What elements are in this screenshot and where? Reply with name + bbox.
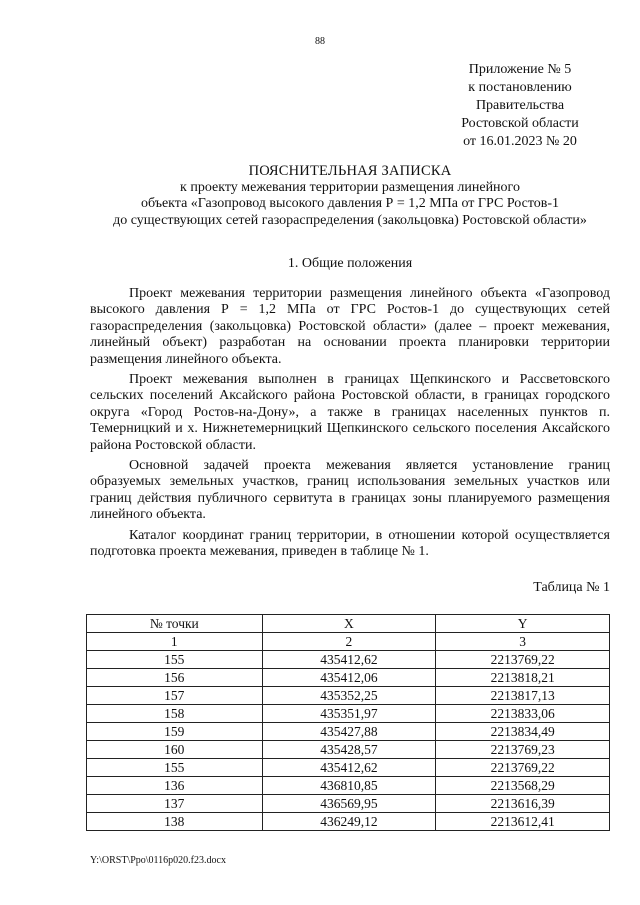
header-y: Y (436, 615, 610, 633)
cell-y: 2213612,41 (436, 813, 610, 831)
cell-x: 436569,95 (262, 795, 436, 813)
column-number: 1 (87, 633, 263, 651)
header-x: X (262, 615, 436, 633)
paragraph: Проект межевания территории размещения линейного объекта «Газопровод высокого давления Р = 1,2 МПа от ГРС Ростов-1 до существующих сетей газораспределения (закольцовка) Ростовской области» (далее – проект межевания, линейный объект) разработан на основании проекта планировки территории размещения линейного объекта. (90, 286, 610, 367)
appendix-line-4: Ростовской области (461, 116, 579, 131)
cell-x: 435412,62 (262, 759, 436, 777)
cell-point: 137 (87, 795, 263, 813)
table-row (87, 669, 610, 687)
cell-x: 436810,85 (262, 777, 436, 795)
title-line-1: к проекту межевания территории размещения линейного (180, 179, 520, 195)
cell-y: 2213568,29 (436, 777, 610, 795)
appendix-line-1: Приложение № 5 (468, 62, 572, 77)
cell-point: 155 (87, 651, 263, 669)
cell-point: 159 (87, 723, 263, 741)
cell-y: 2213833,06 (436, 705, 610, 723)
title-line-2: объекта «Газопровод высокого давления Р = 1,2 МПа от ГРС Ростов-1 (140, 196, 560, 211)
title-line-3: до существующих сетей газораспределения (закольцовка) Ростовской области» (113, 212, 587, 228)
cell-point: 138 (87, 813, 263, 831)
cell-x: 435412,06 (262, 669, 436, 687)
table-row (87, 795, 610, 813)
cell-y: 2213817,13 (436, 687, 610, 705)
cell-point: 158 (87, 705, 263, 723)
section-title: 1. Общие положения (287, 256, 413, 271)
table-row (87, 813, 610, 831)
table-row (87, 777, 610, 795)
cell-y: 2213616,39 (436, 795, 610, 813)
cell-y: 2213769,22 (436, 759, 610, 777)
paragraph: Основной задачей проекта межевания является установление границ образуемых земельных участков, границ использования земельных участков или границ действия публичного сервитута в границах зоны планируемого размещения линейного объекта. (90, 458, 610, 523)
cell-point: 157 (87, 687, 263, 705)
cell-point: 155 (87, 759, 263, 777)
cell-y: 2213834,49 (436, 723, 610, 741)
title-heading: ПОЯСНИТЕЛЬНАЯ ЗАПИСКА (248, 163, 452, 179)
table-row (87, 687, 610, 705)
cell-x: 435412,62 (262, 651, 436, 669)
cell-y: 2213769,22 (436, 651, 610, 669)
cell-point: 156 (87, 669, 263, 687)
cell-x: 435427,88 (262, 723, 436, 741)
paragraph: Каталог координат границ территории, в отношении которой осуществляется подготовка проекта межевания, приведен в таблице № 1. (90, 527, 610, 560)
paragraph: Проект межевания выполнен в границах Щепкинского и Рассветовского сельских поселений Аксайского района Ростовской области, в границах городского округа «Город Ростов-на-Дону», а также в границах населенных пунктов п. Темерницкий и х. Нижнетемерницкий Щепкинского сельского поселения Аксайского района Ростовской области. (90, 372, 610, 453)
cell-y: 2213818,21 (436, 669, 610, 687)
table-row (87, 741, 610, 759)
table-row (87, 651, 610, 669)
cell-x: 436249,12 (262, 813, 436, 831)
document-title (40, 163, 640, 229)
appendix-line-3: Правительства (475, 98, 565, 113)
table-row (87, 759, 610, 777)
cell-x: 435428,57 (262, 741, 436, 759)
cell-x: 435352,25 (262, 687, 436, 705)
page-number: 88 (315, 36, 325, 47)
table-caption: Таблица № 1 (533, 580, 610, 595)
table-row (87, 705, 610, 723)
appendix-block (440, 61, 600, 151)
column-number-row (87, 633, 610, 651)
cell-point: 136 (87, 777, 263, 795)
coordinates-table (86, 614, 610, 831)
column-number: 3 (436, 633, 610, 651)
appendix-line-2: к постановлению (468, 80, 572, 95)
cell-x: 435351,97 (262, 705, 436, 723)
appendix-line-5: от 16.01.2023 № 20 (463, 134, 577, 149)
cell-y: 2213769,23 (436, 741, 610, 759)
header-point-number: № точки (87, 615, 263, 633)
table-header-row (87, 615, 610, 633)
table-row (87, 723, 610, 741)
file-path-footer: Y:\ORST\Ppo\0116p020.f23.docx (90, 855, 226, 866)
cell-point: 160 (87, 741, 263, 759)
column-number: 2 (262, 633, 436, 651)
body-text (90, 286, 610, 565)
